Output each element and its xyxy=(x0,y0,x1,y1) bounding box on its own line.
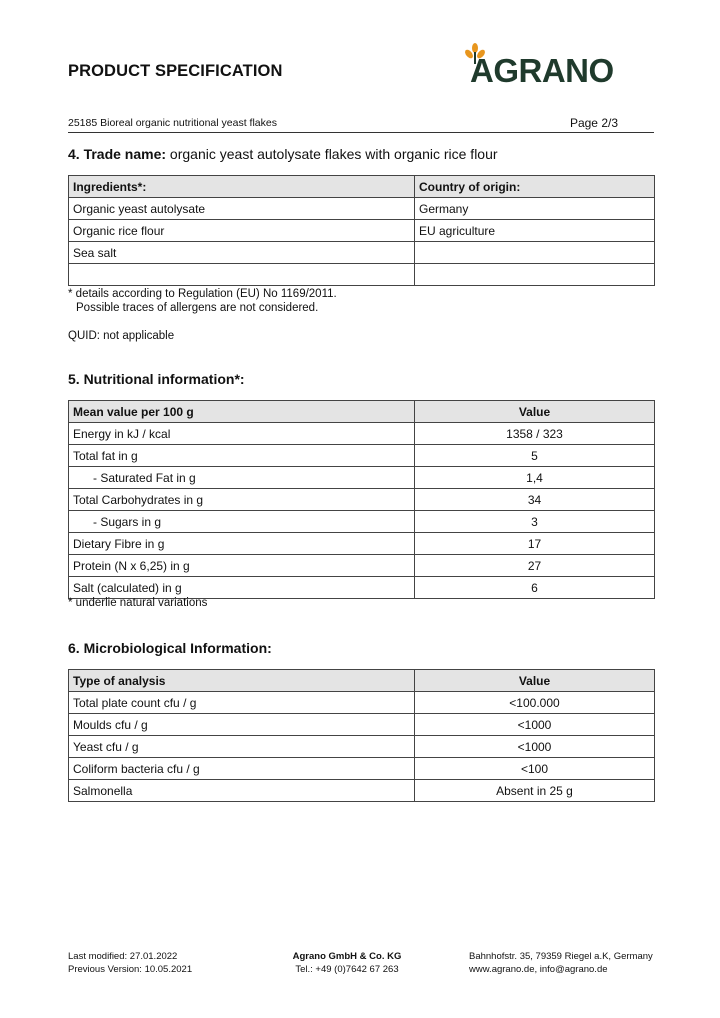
table-row xyxy=(69,758,655,780)
analysis-value: <100.000 xyxy=(415,692,655,714)
nutrient-label: - Saturated Fat in g xyxy=(69,467,415,489)
analysis-value: <1000 xyxy=(415,714,655,736)
regulation-note-line1: * details according to Regulation (EU) No 1169/2011. xyxy=(68,288,337,300)
regulation-note xyxy=(68,287,337,315)
nutrient-value: 1,4 xyxy=(415,467,655,489)
logo-text: AGRANO xyxy=(470,52,614,89)
analysis-label: Total plate count cfu / g xyxy=(69,692,415,714)
analysis-header: Type of analysis xyxy=(69,670,415,692)
ingredient-cell: Organic yeast autolysate xyxy=(69,198,415,220)
footer-company xyxy=(272,950,422,976)
table-header-row xyxy=(69,401,655,423)
table-row xyxy=(69,736,655,758)
nutrient-label: Energy in kJ / kcal xyxy=(69,423,415,445)
table-row xyxy=(69,423,655,445)
trade-name-value: organic yeast autolysate flakes with organic rice flour xyxy=(166,146,498,162)
nutrient-header: Mean value per 100 g xyxy=(69,401,415,423)
origin-cell: Germany xyxy=(415,198,655,220)
analysis-label: Salmonella xyxy=(69,780,415,802)
analysis-value: <1000 xyxy=(415,736,655,758)
footer-dates xyxy=(68,950,192,976)
nutrient-value: 3 xyxy=(415,511,655,533)
analysis-value: <100 xyxy=(415,758,655,780)
last-modified: Last modified: 27.01.2022 xyxy=(68,951,178,962)
nutrient-label: Total fat in g xyxy=(69,445,415,467)
ingredients-table xyxy=(68,175,655,286)
table-row xyxy=(69,220,655,242)
section4-heading xyxy=(68,146,498,162)
table-row xyxy=(69,489,655,511)
nutrient-label: Dietary Fibre in g xyxy=(69,533,415,555)
table-row xyxy=(69,264,655,286)
origin-header: Country of origin: xyxy=(415,176,655,198)
value-header: Value xyxy=(415,670,655,692)
variation-note: * underlie natural variations xyxy=(68,597,208,609)
table-header-row xyxy=(69,670,655,692)
nutrient-value: 34 xyxy=(415,489,655,511)
ingredient-cell: Organic rice flour xyxy=(69,220,415,242)
table-header-row xyxy=(69,176,655,198)
analysis-label: Yeast cfu / g xyxy=(69,736,415,758)
quid-note: QUID: not applicable xyxy=(68,330,175,342)
trade-name-label: 4. Trade name: xyxy=(68,146,167,162)
page-title: PRODUCT SPECIFICATION xyxy=(68,62,283,80)
nutrition-table xyxy=(68,400,655,599)
nutrient-value: 17 xyxy=(415,533,655,555)
previous-version: Previous Version: 10.05.2021 xyxy=(68,964,193,975)
analysis-label: Moulds cfu / g xyxy=(69,714,415,736)
nutrient-value: 1358 / 323 xyxy=(415,423,655,445)
section5-heading: 5. Nutritional information*: xyxy=(68,371,245,387)
company-address: Bahnhofstr. 35, 79359 Riegel a.K, Germany xyxy=(469,951,653,962)
company-name: Agrano GmbH & Co. KG xyxy=(292,951,402,962)
table-row xyxy=(69,692,655,714)
table-row xyxy=(69,533,655,555)
nutrient-label: Total Carbohydrates in g xyxy=(69,489,415,511)
ingredient-cell: Sea salt xyxy=(69,242,415,264)
table-row xyxy=(69,555,655,577)
nutrient-label: Protein (N x 6,25) in g xyxy=(69,555,415,577)
company-phone: Tel.: +49 (0)7642 67 263 xyxy=(295,964,399,975)
table-row xyxy=(69,198,655,220)
nutrient-label: Salt (calculated) in g xyxy=(69,577,415,599)
value-header: Value xyxy=(415,401,655,423)
table-row xyxy=(69,780,655,802)
nutrient-label: - Sugars in g xyxy=(69,511,415,533)
table-row xyxy=(69,445,655,467)
table-row xyxy=(69,511,655,533)
origin-cell xyxy=(415,264,655,286)
company-web: www.agrano.de, info@agrano.de xyxy=(469,964,608,975)
nutrient-value: 27 xyxy=(415,555,655,577)
ingredient-cell xyxy=(69,264,415,286)
analysis-label: Coliform bacteria cfu / g xyxy=(69,758,415,780)
nutrient-value: 6 xyxy=(415,577,655,599)
nutrient-value: 5 xyxy=(415,445,655,467)
table-row xyxy=(69,467,655,489)
page-number: Page 2/3 xyxy=(569,116,618,130)
document-header xyxy=(68,116,654,133)
ingredients-header: Ingredients*: xyxy=(69,176,415,198)
micro-table xyxy=(68,669,655,802)
table-row xyxy=(69,714,655,736)
footer-address xyxy=(469,950,653,976)
product-line: 25185 Bioreal organic nutritional yeast flakes xyxy=(68,117,277,129)
origin-cell: EU agriculture xyxy=(415,220,655,242)
origin-cell xyxy=(415,242,655,264)
table-row xyxy=(69,242,655,264)
section6-heading: 6. Microbiological Information: xyxy=(68,640,272,656)
regulation-note-line2: Possible traces of allergens are not considered. xyxy=(76,302,319,314)
analysis-value: Absent in 25 g xyxy=(415,780,655,802)
